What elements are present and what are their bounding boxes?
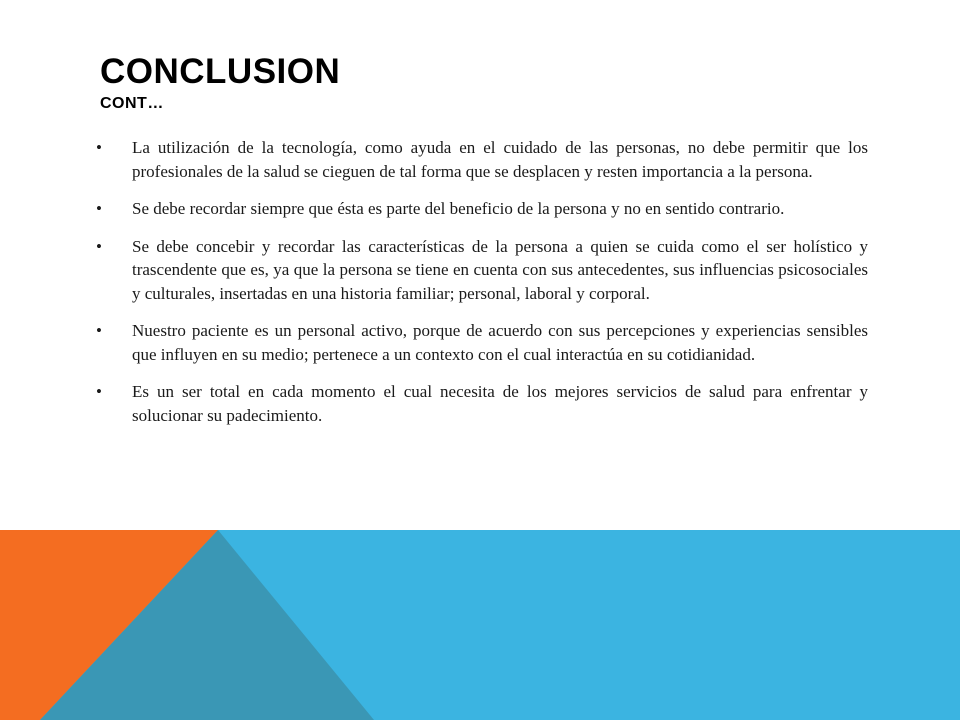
bullet-item <box>96 319 868 366</box>
bullet-item <box>96 197 868 221</box>
bullet-text: La utilización de la tecnología, como ayuda en el cuidado de las personas, no debe permitir que los profesionales de la salud se cieguen de tal forma que se desplacen y resten importancia a la persona. <box>132 138 868 181</box>
bullet-icon: • <box>96 199 102 218</box>
bullet-item <box>96 136 868 183</box>
bullet-icon: • <box>96 138 102 157</box>
bullet-list <box>96 136 868 441</box>
bullet-icon: • <box>96 382 102 401</box>
bullet-text: Se debe recordar siempre que ésta es parte del beneficio de la persona y no en sentido contrario. <box>132 199 785 218</box>
slide-subtitle: CONT… <box>100 95 164 112</box>
slide-title: CONCLUSION <box>100 52 341 91</box>
bullet-text: Nuestro paciente es un personal activo, porque de acuerdo con sus percepciones y experiencias sensibles que influyen en su medio; pertenece a un contexto con el cual interactúa en su cotidianidad. <box>132 321 868 364</box>
bullet-icon: • <box>96 321 102 340</box>
bullet-text: Es un ser total en cada momento el cual necesita de los mejores servicios de salud para enfrentar y solucionar su padecimiento. <box>132 382 868 425</box>
bullet-item <box>96 380 868 427</box>
bullet-text: Se debe concebir y recordar las características de la persona a quien se cuida como el ser holístico y trascendente que es, ya que la persona se tiene en cuenta con sus antecedentes, sus influencias psicosociales y culturales, insertadas en una historia familiar; personal, laboral y corporal. <box>132 236 868 303</box>
bullet-icon: • <box>96 236 102 256</box>
bullet-item <box>96 235 868 306</box>
